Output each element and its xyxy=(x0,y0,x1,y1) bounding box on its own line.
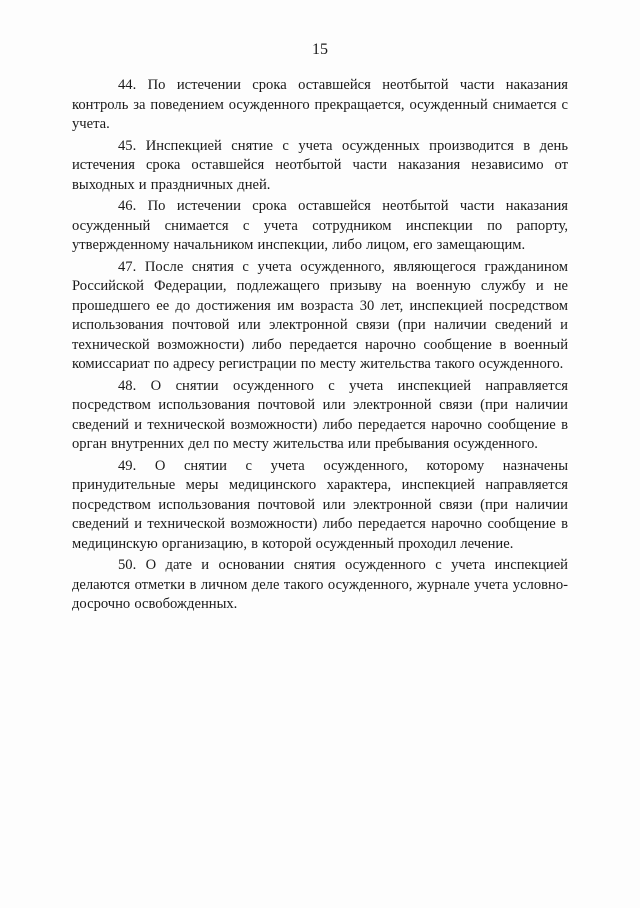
paragraph-48: 48. О снятии осужденного с учета инспекцией направляется посредством использования почтовой или электронной связи (при наличии сведений и технической возможности) либо передается нарочно сообщение в орган внутренних дел по месту жительства или пребывания осужденного. xyxy=(72,377,568,452)
paragraph-46: 46. По истечении срока оставшейся неотбытой части наказания осужденный снимается с учета сотрудником инспекции по рапорту, утвержденному начальником инспекции, либо лицом, его замещающим. xyxy=(72,198,568,253)
paragraph-47: 47. После снятия с учета осужденного, являющегося гражданином Российской Федерации, подлежащего призыву на военную службу и не прошедшего ее до достижения им возраста 30 лет, инспекцией посредством использования почтовой или электронной связи (при наличии сведений и технической возможности) либо передается нарочно сообщение в военный комиссариат по адресу регистрации по месту жительства такого осужденного. xyxy=(72,258,568,372)
document-body xyxy=(72,76,568,617)
paragraph-44: 44. По истечении срока оставшейся неотбытой части наказания контроль за поведением осужденного прекращается, осужденный снимается с учета. xyxy=(72,77,568,132)
page-number: 15 xyxy=(312,41,328,58)
paragraph-49: 49. О снятии с учета осужденного, которому назначены принудительные меры медицинского характера, инспекцией направляется посредством использования почтовой или электронной связи (при наличии сведений и технической возможности) либо передается нарочно сообщение в медицинскую организацию, в которой осужденный проходил лечение. xyxy=(72,457,568,552)
paragraph-50: 50. О дате и основании снятия осужденного с учета инспекцией делаются отметки в личном деле такого осужденного, журнале учета условно-досрочно освобожденных. xyxy=(72,557,568,612)
paragraph-45: 45. Инспекцией снятие с учета осужденных производится в день истечения срока оставшейся неотбытой части наказания независимо от выходных и праздничных дней. xyxy=(72,137,568,193)
